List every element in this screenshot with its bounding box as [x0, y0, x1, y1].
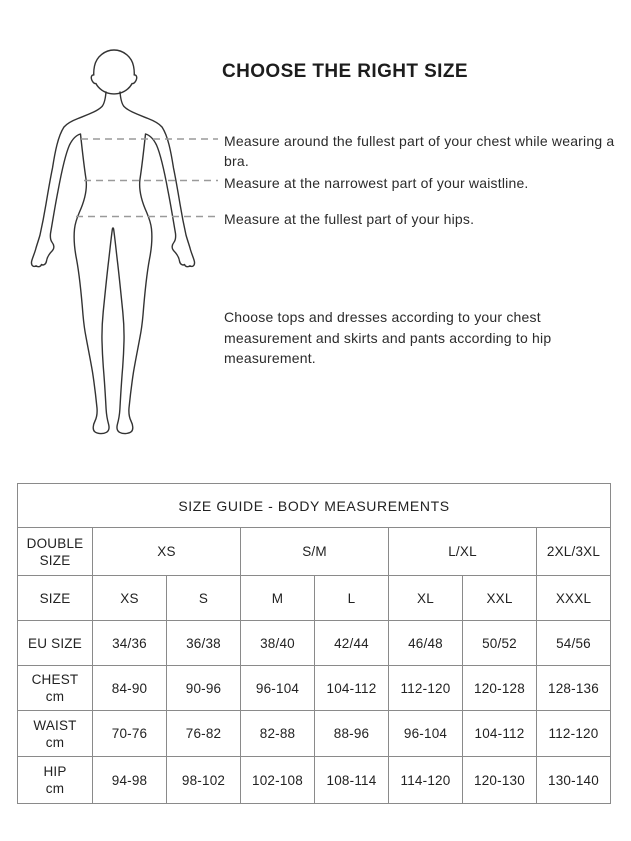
chest-cell: 90-96: [167, 666, 241, 711]
hip-cell: 98-102: [167, 757, 241, 804]
hip-unit: cm: [45, 781, 65, 796]
double-size-row: [18, 528, 611, 576]
figure-head: [91, 50, 136, 94]
eu-size-cell: 34/36: [93, 621, 167, 666]
page-title: CHOOSE THE RIGHT SIZE: [222, 61, 468, 82]
eu-size-row: [18, 621, 611, 666]
eu-size-cell: 42/44: [315, 621, 389, 666]
waist-cell: 88-96: [315, 711, 389, 757]
hip-row: [18, 757, 611, 804]
double-size-group-xs: XS: [93, 528, 241, 576]
table-title: SIZE GUIDE - BODY MEASUREMENTS: [18, 484, 611, 528]
size-row: [18, 576, 611, 621]
chest-label: CHEST: [31, 672, 79, 687]
figure-body: [31, 92, 194, 434]
hip-cell: 102-108: [241, 757, 315, 804]
double-size-group-lxl: L/XL: [389, 528, 537, 576]
chest-instruction: Measure around the fullest part of your chest while wearing a bra.: [224, 133, 615, 169]
size-guide-table: [17, 483, 611, 804]
hip-cell: 130-140: [537, 757, 611, 804]
eu-size-cell: 50/52: [463, 621, 537, 666]
eu-size-row-label: EU SIZE: [18, 621, 93, 666]
hip-cell: 94-98: [93, 757, 167, 804]
waist-cell: 104-112: [463, 711, 537, 757]
size-cell: XXXL: [537, 576, 611, 621]
size-cell: XL: [389, 576, 463, 621]
table-title-row: [18, 484, 611, 528]
eu-size-cell: 46/48: [389, 621, 463, 666]
waist-cell: 112-120: [537, 711, 611, 757]
chest-cell: 112-120: [389, 666, 463, 711]
chest-row: [18, 666, 611, 711]
eu-size-cell: 54/56: [537, 621, 611, 666]
body-figure-illustration: [18, 42, 218, 442]
waist-row: [18, 711, 611, 757]
waist-label: WAIST: [33, 717, 77, 733]
eu-size-cell: 36/38: [167, 621, 241, 666]
waist-row-label: [18, 711, 93, 757]
waist-cell: 82-88: [241, 711, 315, 757]
fit-note: Choose tops and dresses according to your chest measurement and skirts and pants according to hip measurement.: [224, 309, 552, 366]
hip-label: HIP: [43, 764, 67, 779]
hip-cell: 120-130: [463, 757, 537, 804]
hip-instruction: Measure at the fullest part of your hips.: [224, 211, 475, 227]
chest-cell: 120-128: [463, 666, 537, 711]
hip-row-label: [18, 757, 93, 804]
size-cell: XS: [93, 576, 167, 621]
chest-cell: 96-104: [241, 666, 315, 711]
size-cell: XXL: [463, 576, 537, 621]
chest-cell: 104-112: [315, 666, 389, 711]
waist-cell: 76-82: [167, 711, 241, 757]
chest-cell: 84-90: [93, 666, 167, 711]
hip-cell: 114-120: [389, 757, 463, 804]
chest-cell: 128-136: [537, 666, 611, 711]
eu-size-cell: 38/40: [241, 621, 315, 666]
size-cell: L: [315, 576, 389, 621]
double-size-group-sm: S/M: [241, 528, 389, 576]
chest-row-label: [18, 666, 93, 711]
double-size-label: DOUBLE SIZE: [18, 528, 93, 576]
chest-unit: cm: [45, 689, 65, 704]
size-cell: M: [241, 576, 315, 621]
waist-instruction: Measure at the narrowest part of your waistline.: [224, 175, 529, 191]
size-cell: S: [167, 576, 241, 621]
hip-cell: 108-114: [315, 757, 389, 804]
size-row-label: SIZE: [18, 576, 93, 621]
waist-cell: 70-76: [93, 711, 167, 757]
waist-cell: 96-104: [389, 711, 463, 757]
waist-unit: cm: [45, 734, 65, 750]
double-size-group-2xl3xl: 2XL/3XL: [537, 528, 611, 576]
